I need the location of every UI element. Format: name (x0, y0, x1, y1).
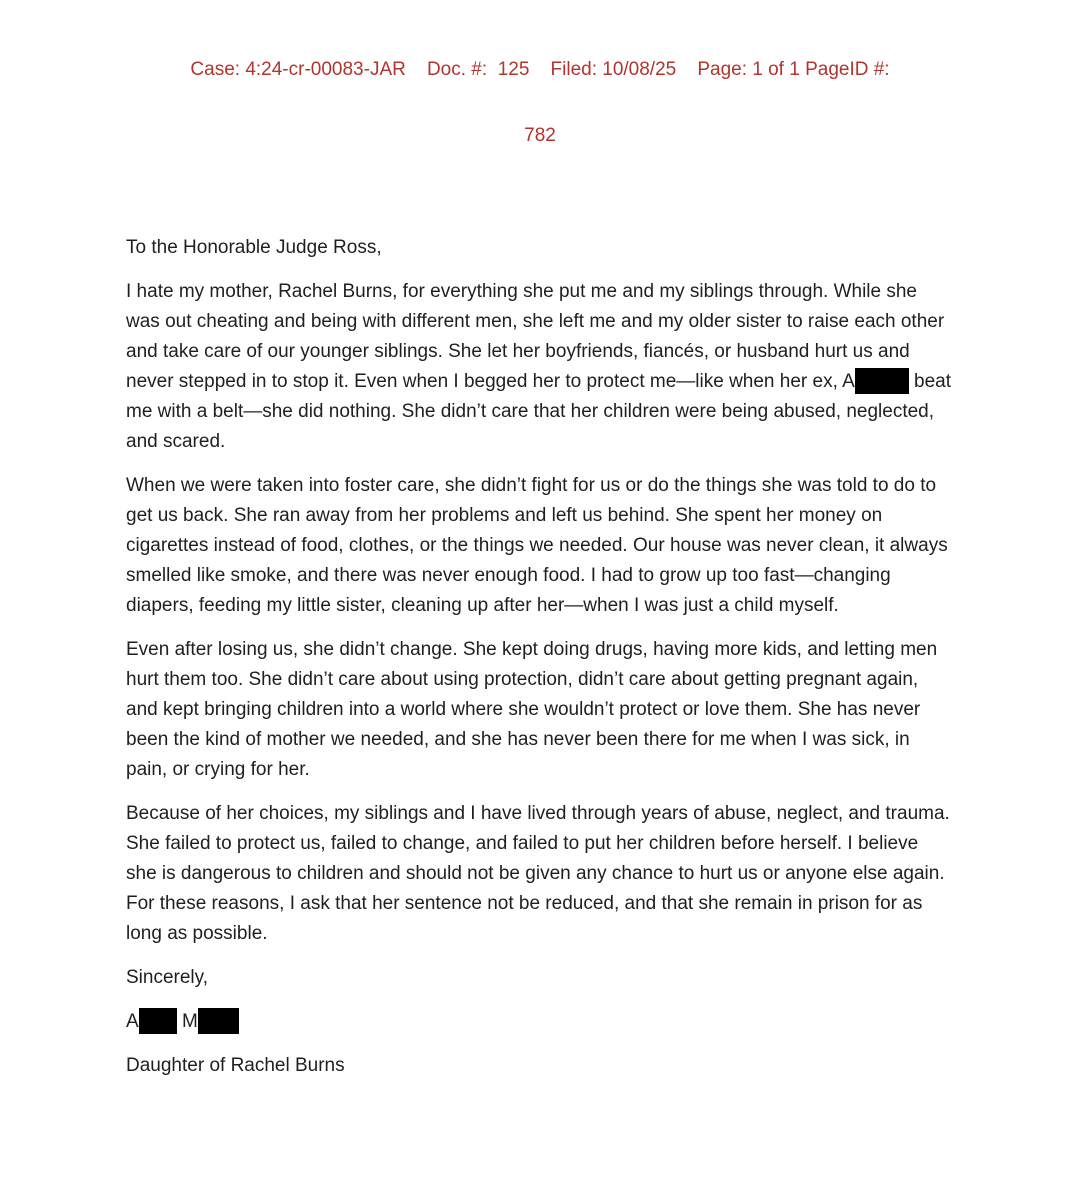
text-run: I hate my mother, Rachel Burns, for everything she put me and my siblings through. While she was out cheating and being with different men, she left me and my older sister to raise each other and take care of our younger siblings. She let her boyfriends, fiancés, or husband hurt us and never stepped in to stop it. Even when I begged her to protect me—like when her ex, A (126, 281, 945, 392)
text-run: When we were taken into foster care, she didn’t fight for us or do the things she was told to do to get us back. She ran away from her problems and left us behind. She spent her money on cigarettes instead of food, clothes, or the things we needed. Our house was never clean, it always smelled like smoke, and there was never enough food. I had to grow up too fast—changing diapers, feeding my little sister, cleaning up after her—when I was just a child myself. (126, 475, 948, 616)
court-filing-stamp-line2: 782 (524, 125, 556, 146)
signature-role: Daughter of Rachel Burns (126, 1055, 345, 1076)
text-run: M (176, 1011, 198, 1032)
letter-body (126, 169, 954, 1081)
text-run: Because of her choices, my siblings and I have lived through years of abuse, neglect, and trauma. She failed to protect us, failed to change, and failed to put her children before herself. I believe she is dangerous to children and should not be given any chance to hurt us or anyone else again. For these reasons, I ask that her sentence not be reduced, and that she remain in prison for as long as possible. (126, 803, 950, 944)
text-run: A (126, 1011, 139, 1032)
text-run: beat me with a belt—she did nothing. She didn’t care that her children were being abused, neglected, and scared. (126, 371, 952, 452)
court-filing-stamp-line1: Case: 4:24-cr-00083-JAR Doc. #: 125 Filed: 10/08/25 Page: 1 of 1 PageID #: (190, 59, 890, 80)
redaction-box (198, 1008, 239, 1034)
court-filing-stamp (0, 0, 1080, 169)
closing: Sincerely, (126, 967, 209, 988)
letter-paragraph (126, 471, 954, 621)
redaction-box (139, 1008, 177, 1034)
letter-paragraph (126, 799, 954, 949)
signature-line (126, 1007, 954, 1037)
text-run: Even after losing us, she didn’t change. She kept doing drugs, having more kids, and letting men hurt them too. She didn’t care about using protection, didn’t care about getting pregnant again, and kept bringing children into a world where she wouldn’t protect or love them. She has never been the kind of mother we needed, and she has never been there for me when I was sick, in pain, or crying for her. (126, 639, 938, 780)
salutation: To the Honorable Judge Ross, (126, 237, 382, 258)
letter-paragraphs (126, 277, 954, 949)
letter-paragraph (126, 277, 954, 457)
redaction-box (855, 368, 909, 394)
letter-paragraph (126, 635, 954, 785)
